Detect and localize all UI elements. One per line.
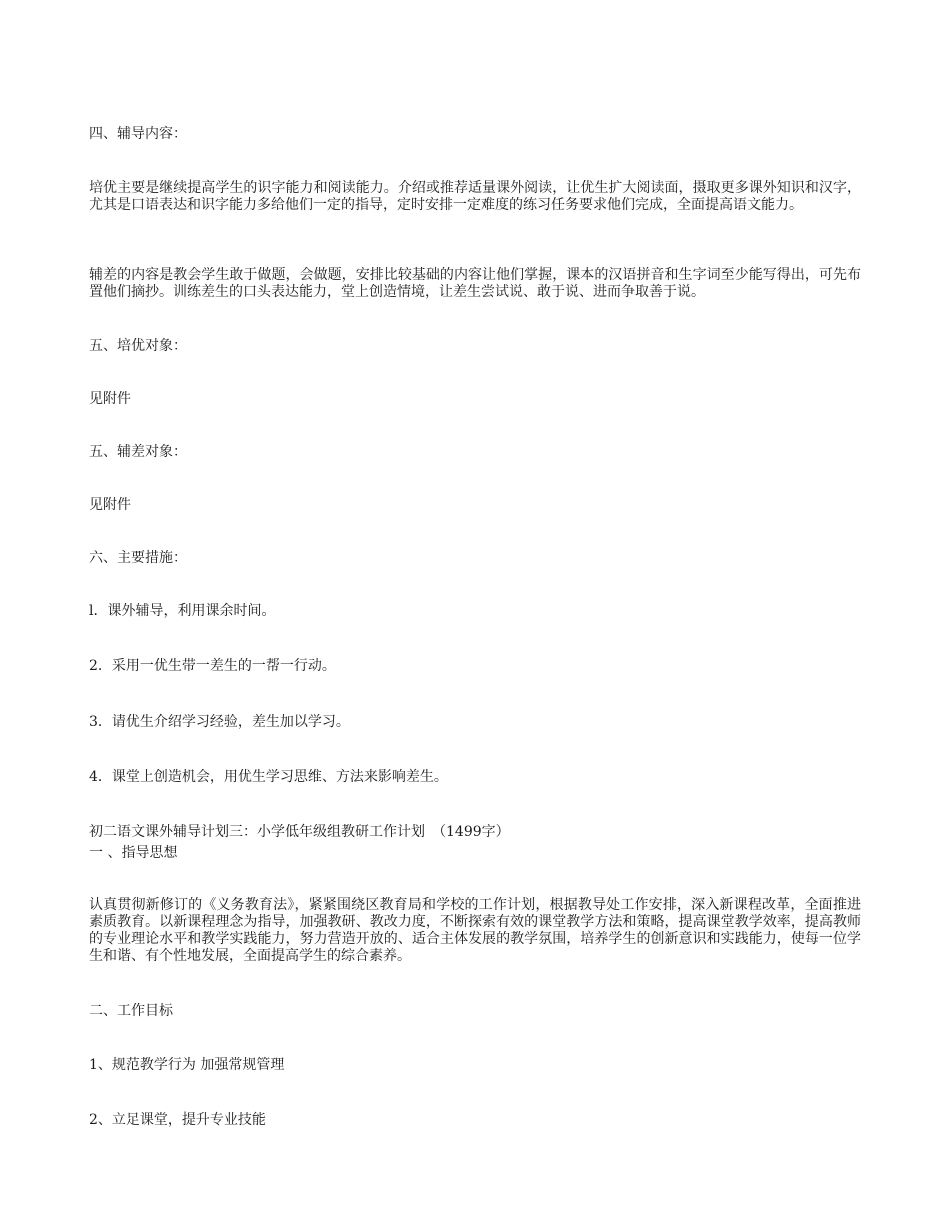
plan-3-section-1-heading: 一 、指导思想 bbox=[89, 845, 178, 861]
section-5-top-students-text: 见附件 bbox=[89, 391, 131, 407]
section-4-heading: 四、辅导内容： bbox=[89, 126, 187, 142]
section-4-paragraph-1: 培优主要是继续提高学生的识字能力和阅读能力。介绍或推荐适量课外阅读，让优生扩大阅读面，摄取更多课外知识和汉字，尤其是口语表达和识字能力多给他们一定的指导，定时安排一定难度的练习任务要求他们完成，全面提高语文能力。 bbox=[89, 180, 861, 213]
section-4-paragraph-2: 辅差的内容是教会学生敢于做题，会做题，安排比较基础的内容让他们掌握，课本的汉语拼音和生字词至少能写得出，可先布置他们摘抄。训练差生的口头表达能力，堂上创造情境，让差生尝试说、敢于说、进而争取善于说。 bbox=[89, 267, 861, 300]
plan-3-title: 初二语文课外辅导计划三：小学低年级组教研工作计划 （1499字） bbox=[89, 824, 510, 840]
section-5-weak-students-heading: 五、辅差对象： bbox=[89, 444, 187, 460]
measure-item: 3．请优生介绍学习经验，差生加以学习。 bbox=[89, 714, 350, 730]
measure-item: 2．采用一优生带一差生的一帮一行动。 bbox=[89, 658, 336, 674]
goal-item: 1、规范教学行为 加强常规管理 bbox=[89, 1057, 285, 1073]
measure-item: 4．课堂上创造机会，用优生学习思维、方法来影响差生。 bbox=[89, 769, 448, 785]
measure-item: l．课外辅导，利用课余时间。 bbox=[89, 603, 276, 619]
section-6-heading: 六、主要措施： bbox=[89, 550, 187, 566]
plan-3-section-1-paragraph: 认真贯彻新修订的《义务教育法》，紧紧围绕区教育局和学校的工作计划，根据教导处工作安排，深入新课程改革，全面推进素质教育。以新课程理念为指导，加强教研、教改力度，不断探索有效的课堂教学方法和策略，提高课堂教学效率，提高教师的专业理论水平和教学实践能力，努力营造开放的、适合主体发展的教学氛围，培养学生的创新意识和实践能力，使每一位学生和谐、有个性地发展，全面提高学生的综合素养。 bbox=[89, 897, 861, 964]
section-5-top-students-heading: 五、培优对象： bbox=[89, 338, 187, 354]
section-5-weak-students-text: 见附件 bbox=[89, 497, 131, 513]
goal-item: 2、立足课堂，提升专业技能 bbox=[89, 1112, 266, 1128]
plan-3-section-2-heading: 二、工作目标 bbox=[89, 1003, 173, 1019]
